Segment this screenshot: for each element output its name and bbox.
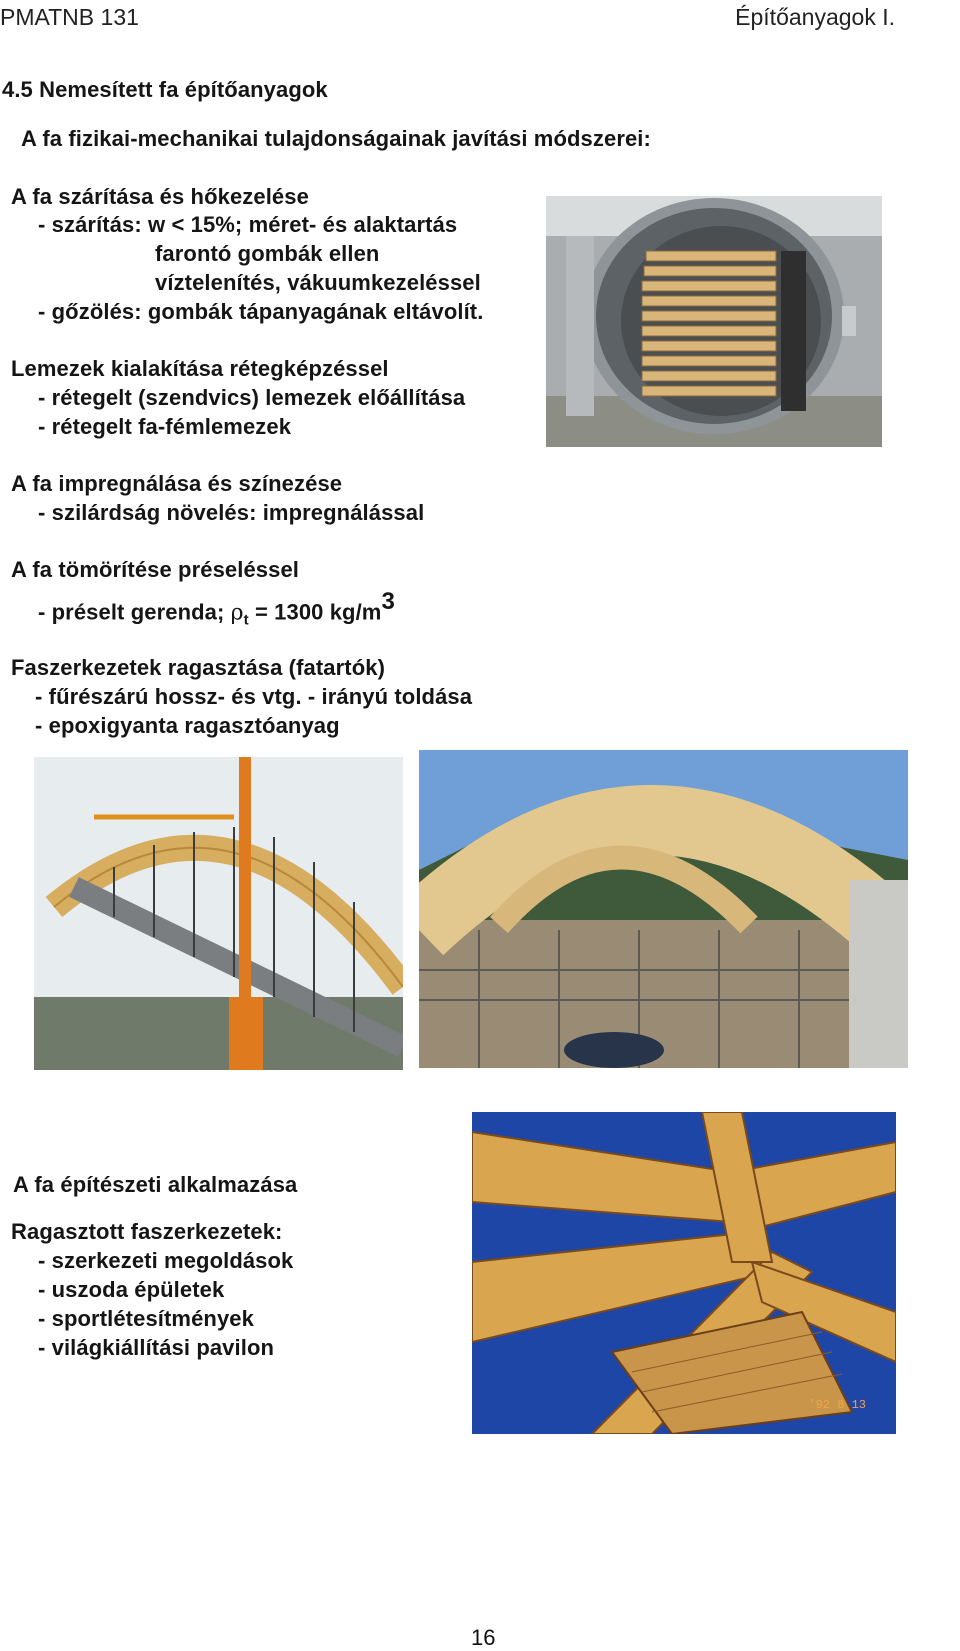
rho-symbol: ρ [230,600,244,626]
application-item: - szerkezeti megoldások [38,1248,294,1273]
gluing-line: - fűrészárú hossz- és vtg. - irányú toldása [35,684,473,709]
application-item: - sportlétesítmények [38,1306,254,1331]
gluing-line: - epoxigyanta ragasztóanyag [35,713,340,738]
glulam-arches-photo [419,750,908,1068]
layering-line: - rétegelt fa-fémlemezek [38,414,292,439]
application-title: A fa építészeti alkalmazása [13,1172,298,1197]
impregnation-title: A fa impregnálása és színezése [11,471,343,496]
compression-prefix: - préselt gerenda; [38,599,231,625]
compression-line [38,590,395,629]
drying-line: farontó gombák ellen [155,241,380,266]
drying-line: víztelenítés, vákuumkezeléssel [155,270,481,295]
application-subtitle: Ragasztott faszerkezetek: [11,1219,283,1244]
application-item: - uszoda épületek [38,1277,225,1302]
photo-date-stamp: '92 8 13 [808,1398,866,1412]
drying-line: - szárítás: w < 15%; méret- és alaktartás [38,212,458,237]
intro-text: A fa fizikai-mechanikai tulajdonságainak javítási módszerei: [21,126,651,151]
layering-line: - rétegelt (szendvics) lemezek előállítása [38,385,466,410]
roof-beams-photo [472,1112,896,1434]
cube-superscript: 3 [381,588,395,615]
layering-title: Lemezek kialakítása rétegképzéssel [11,356,389,381]
rho-subscript: t [243,611,249,629]
section-title: 4.5 Nemesített fa építőanyagok [2,77,328,102]
application-item: - világkiállítási pavilon [38,1335,275,1360]
bridge-crane-photo [34,757,403,1070]
header-course-code: PMATNB 131 [0,4,139,30]
drying-title: A fa szárítása és hőkezelése [11,184,309,209]
header-course-title: Építőanyagok I. [735,4,895,30]
page-number: 16 [471,1625,496,1650]
drying-line: - gőzölés: gombák tápanyagának eltávolít. [38,299,484,324]
autoclave-photo [546,196,882,447]
impregnation-line: - szilárdság növelés: impregnálással [38,500,425,525]
compression-suffix: = 1300 kg/m [248,599,382,625]
gluing-title: Faszerkezetek ragasztása (fatartók) [11,655,386,680]
compression-title: A fa tömörítése préseléssel [11,557,300,582]
